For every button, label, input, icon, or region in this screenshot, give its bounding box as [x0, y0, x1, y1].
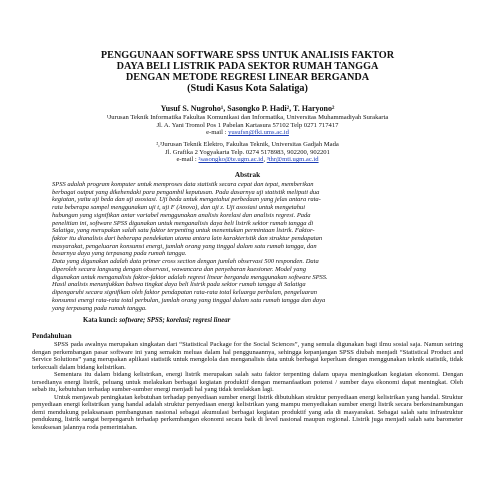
email-prefix: e-mail : — [176, 156, 199, 164]
abstract-line: penelitian ini, software SPSS digunakan untuk menganalisis daya beli listrik sektor rumah tangga di — [52, 219, 314, 227]
affiliation-1-email-line — [35, 129, 460, 137]
affiliation-2-email-line — [35, 156, 460, 164]
title-line-4: (Studi Kasus Kota Salatiga) — [187, 83, 308, 94]
title-line-3: DENGAN METODE REGRESI LINEAR BERGANDA — [125, 72, 370, 83]
abstract-line: kegiatan, yaitu uji beda dan uji asosiasi. Uji beda untuk mengetahui perbedaan yang jelas antara rata- — [52, 196, 321, 204]
abstract-body — [52, 181, 444, 312]
abstract-line: konsumsi energi rata-rata total perbulan, jumlah orang yang tinggal dalam satu rumah tangga dan daya — [52, 296, 326, 304]
abstract-heading: Abstrak — [234, 171, 261, 179]
affiliation-2-address: Jl. Grafika 2 Yogyakarta Telp. 0274 5178983, 902200, 902201 — [165, 148, 330, 156]
abstract-line: yang terpasang pada rumah tangga. — [52, 304, 147, 312]
email-link-3[interactable]: ³thr@mti.ugm.ac.id — [266, 156, 319, 164]
affiliation-2-dept: ²,³Jurusan Teknik Elektro, Fakultas Teknik, Universitas Gadjah Mada — [156, 141, 339, 148]
keywords-label: Kata kunci: — [83, 317, 120, 324]
body-paragraph-2: Sementara itu dalam bidang kelistrikan, energi listrik merupakan salah satu faktor terpenting dalam upaya meningkatkan kegiatan ekonomi. Dengan tersedianya energi listrik, peluang untuk melakukan berbagai kegiatan produktif dengan memanfaatkan potensi / sumber daya ekonomi dapat meningkat. Oleh sebab itu, kebutuhan terhadap sumber-sumber energi menjadi hal yang tidak terelakkan lagi. — [32, 371, 463, 394]
email-prefix: e-mail : — [206, 129, 229, 137]
email-link-1[interactable]: yusufsn@fki.ums.ac.id — [228, 129, 289, 137]
abstract-line: besarnya daya yang terpasang pada rumah tangga. — [52, 250, 187, 258]
abstract-line: diperoleh secara langsung dengan observasi, wawancara dan penyebaran kuesioner. Model yang — [52, 265, 306, 273]
keywords-list: software; SPSS; korelasi; regresi linear — [119, 317, 231, 324]
abstract-line: faktor itu dianalisis dari beberapa pendekatan utama antara lain karakteristik dan struktur pendapatan — [52, 235, 323, 243]
body-text — [32, 341, 463, 432]
paper-title — [60, 50, 435, 94]
abstract-line: rata beberapa sampel menggunakan uji t, uji F (Anova), dan uji z. Uji asosiasi untuk mengetahui — [52, 204, 306, 212]
affiliation-2 — [35, 141, 460, 164]
abstract-line: digunakan untuk menganalisis faktor-faktor adalah regresi linear berganda menggunakan software SPSS. — [52, 273, 328, 281]
abstract-line: Data yang digunakan adalah data primer cross section dengan jumlah observasi 500 responden. Data — [52, 258, 319, 266]
email-separator: , — [263, 156, 267, 164]
abstract-line: Salatiga, yang merupakan salah satu faktor terpenting untuk menentukan permintaan listrik. Faktor- — [52, 227, 315, 235]
affiliation-1-dept: ¹Jurusan Teknik Informatika Fakultas Komunikasi dan Informatika, Universitas Muhammadiyah Surakarta — [106, 114, 389, 121]
body-paragraph-1: SPSS pada awalnya merupakan singkatan dari “Statistical Package for the Social Sciences”, yang semula digunakan bagi ilmu sosial saja. Namun seiring dengan perkembangan pasar software ini yang semakin meluas dalam hal penggunaannya, sehingga kepanjangan SPSS diubah menjadi “Statistical Product and Service Solutions” yang merupakan aplikasi statistik untuk mengelola dan menganalisis data untuk berbagai keperluan dengan menggunakan teknik statistik, tidak terkecuali dalam bidang kelistrikan. — [32, 341, 463, 371]
keywords — [83, 317, 443, 324]
title-line-2: DAYA BELI LISTRIK PADA SEKTOR RUMAH TANGGA — [116, 61, 379, 72]
abstract-line: masyarakat, pengeluaran konsumsi energi, jumlah orang yang tinggal dalam satu rumah tangga, dan — [52, 242, 317, 250]
email-link-2[interactable]: ²sasongko@te.ugm.ac.id — [198, 156, 264, 164]
abstract-line: hubungan yang signifikan antar variabel menggunakan analisis korelasi dan analisis regresi. Pada — [52, 211, 311, 219]
body-paragraph-3: Untuk menjawab peningkatan kebutuhan terhadap penyediaan sumber energi listrik dibutuhkan struktur penyediaan energi kelistrikan yang handal. Struktur penyediaan energi kelistrikan yang handal adalah struktur penyediaan energi kelistrikan yang mampu menyediakan sumber energi listrik secara berkesinambungan demi mendukung pelaksanaan pembangunan nasional sebagai akumulasi berbagai kegiatan produktif yang ada di masyarakat. Sebagai salah satu infrastruktur pendukung, listrik sangat berpengaruh terhadap perkembangan ekonomi secara baik di level nasional maupun regional. Listrik juga menjadi salah satu barometer kesuksesan jalannya roda pemerintahan. — [32, 393, 463, 432]
author-list: Yusuf S. Nugroho¹, Sasongko P. Hadi², T. Haryono² — [160, 104, 335, 113]
section-heading: Pendahuluan — [32, 332, 72, 340]
affiliation-1 — [35, 114, 460, 137]
abstract-line: dipengaruhi secara signifikan oleh faktor pendapatan rata-rata total keluarga perbulan, pengeluaran — [52, 289, 317, 297]
abstract-line: berbagai output yang dikehendaki para pengambil keputusan. Pada dasarnya uji statistik meliputi dua — [52, 188, 320, 196]
affiliation-1-address: Jl. A. Yani Tromol Pos 1 Pabelan Kartasura 57102 Telp 0271 717417 — [156, 121, 339, 129]
abstract-line: SPSS adalah program komputer untuk memproses data statistik secara cepat dan tepat, memberikan — [52, 181, 314, 188]
title-line-1: PENGGUNAAN SOFTWARE SPSS UNTUK ANALISIS FAKTOR — [100, 50, 395, 61]
abstract-line: Hasil analisis menunjukkan bahwa tingkat daya beli listrik pada sektor rumah tangga di Salatiga — [52, 281, 306, 289]
